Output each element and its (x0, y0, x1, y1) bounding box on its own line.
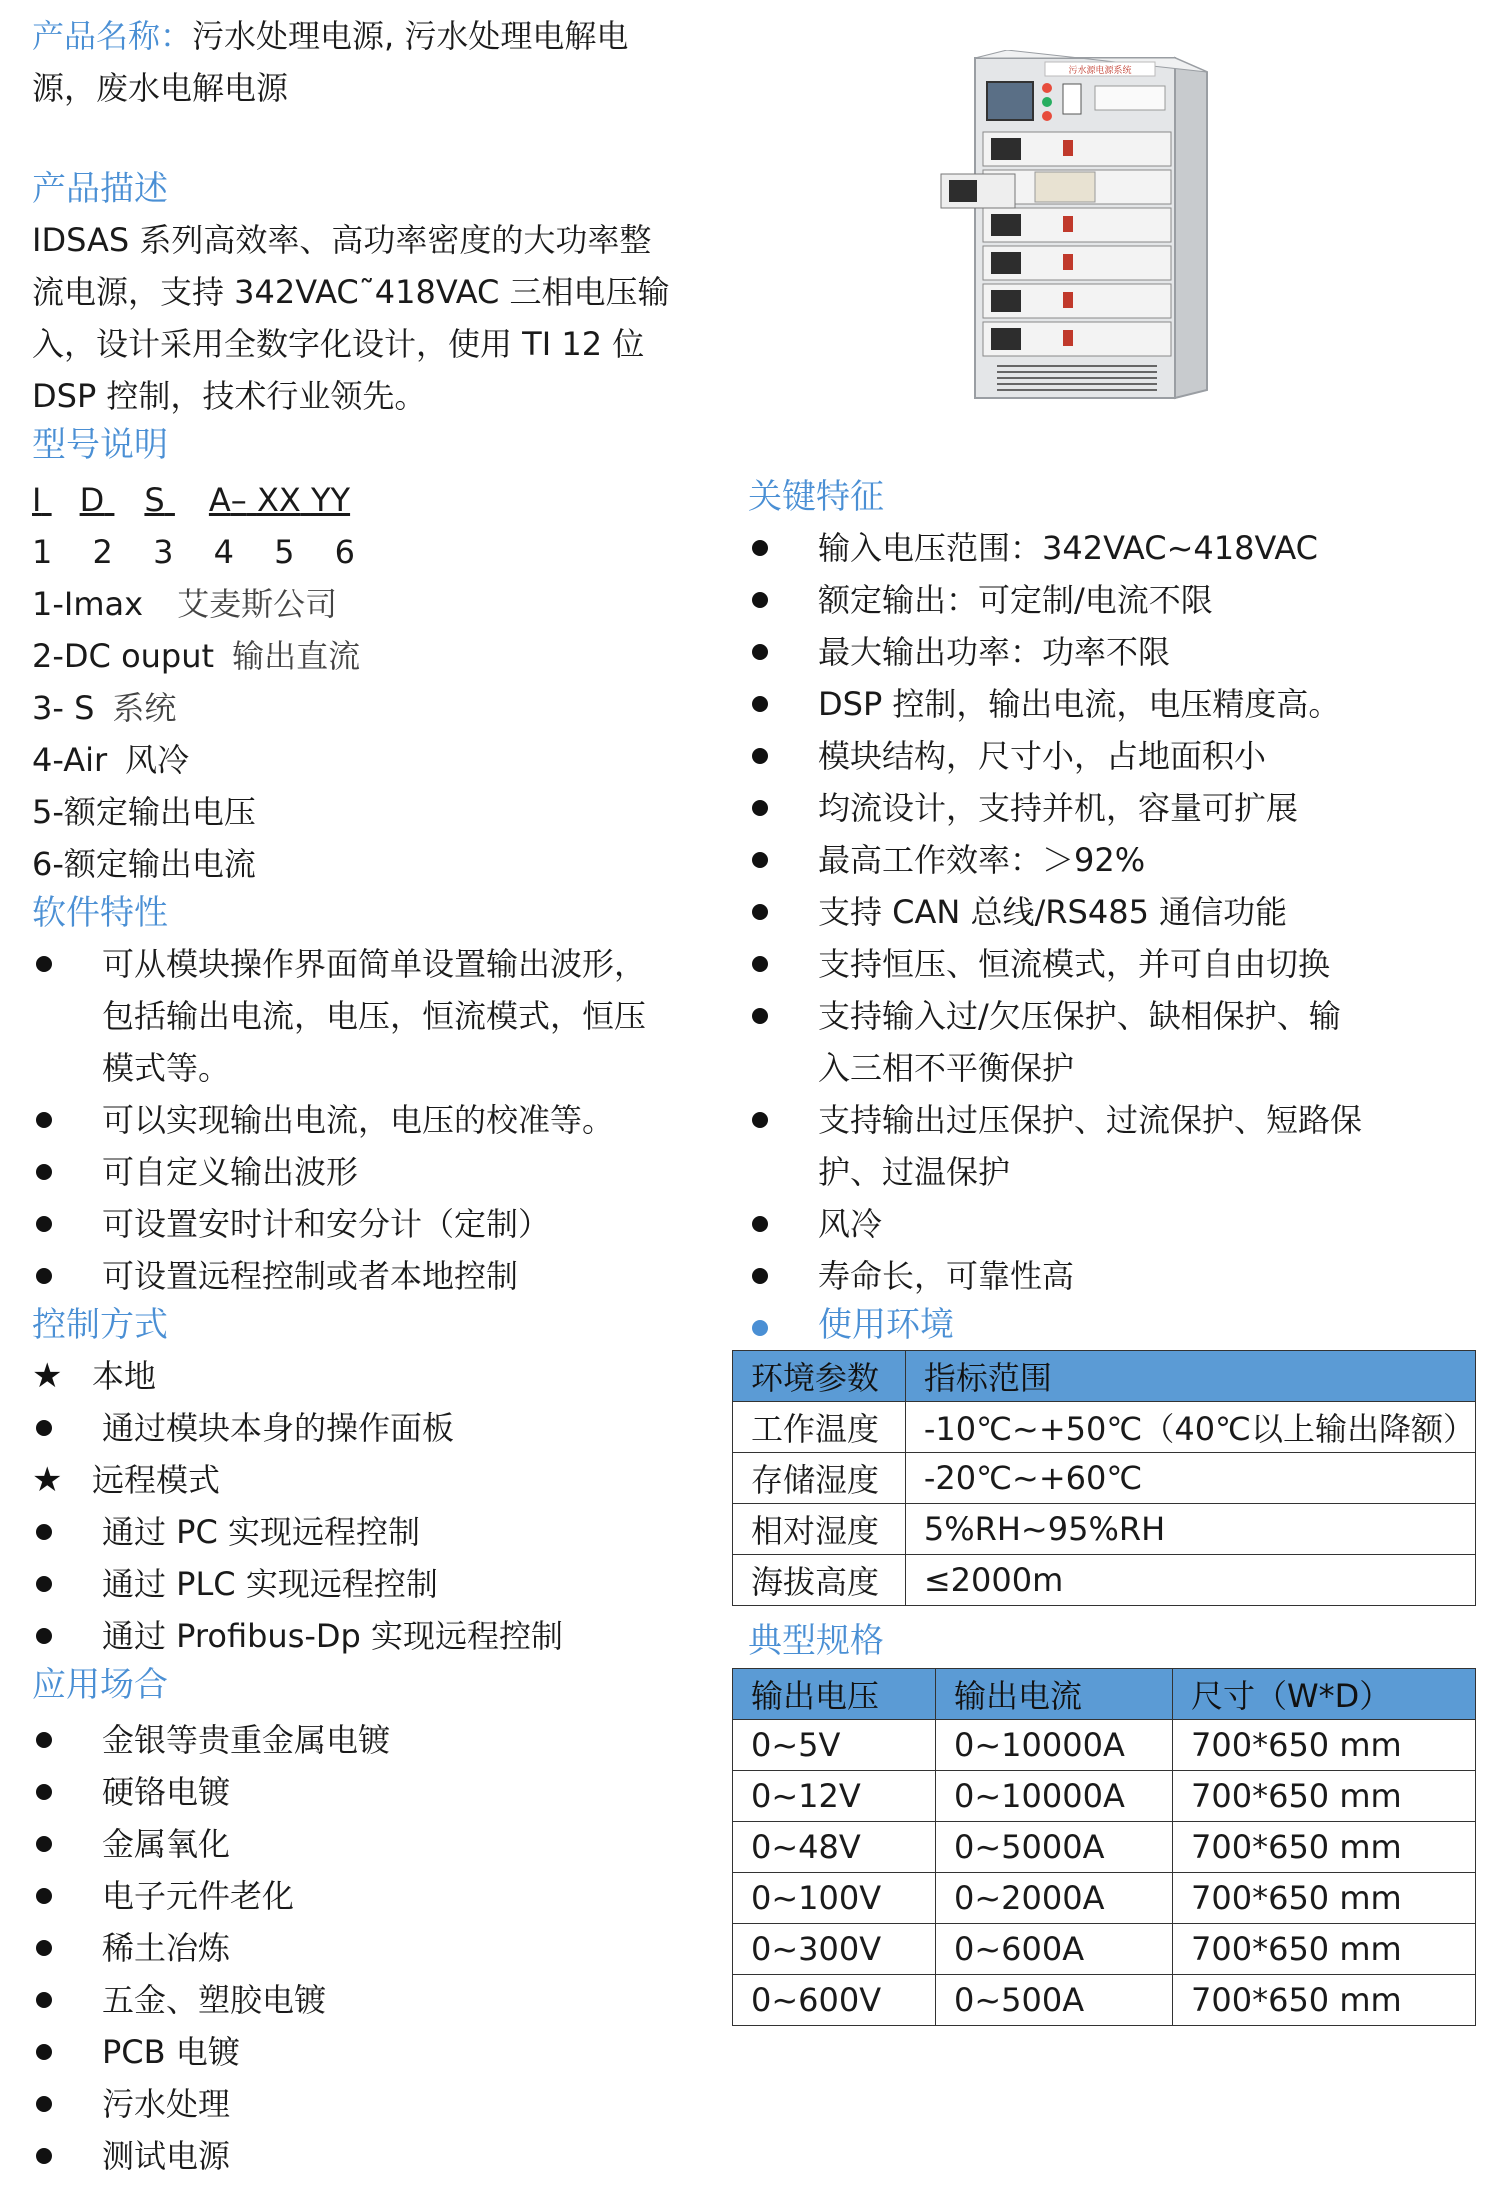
model-item (32, 584, 337, 624)
application-item: 稀土冶炼 (102, 1929, 231, 1967)
model-item-value: 风冷 (125, 741, 190, 779)
bullet-dot (752, 800, 768, 816)
table-row (733, 1453, 1476, 1504)
bullet-dot (752, 1112, 768, 1128)
model-numbers (32, 532, 355, 572)
table-cell: 0~300V (733, 1924, 936, 1975)
model-item: 5-额定输出电压 (32, 793, 256, 831)
feature-item: 输入电压范围：342VAC~418VAC (818, 529, 1319, 567)
bullet-dot (36, 2044, 52, 2060)
bullet-dot (36, 1628, 52, 1644)
description-line: 入，设计采用全数字化设计，使用 TI 12 位 (32, 325, 645, 363)
bullet-dot (752, 1216, 768, 1232)
table-row (733, 1771, 1476, 1822)
model-number: 2 (92, 533, 113, 571)
software-heading: 软件特性 (32, 893, 168, 933)
cabinet-label: 污水源电源系统 (1068, 66, 1132, 76)
description-line: DSP 控制，技术行业领先。 (32, 377, 427, 415)
software-item: 可以实现输出电流，电压的校准等。 (102, 1101, 615, 1139)
bullet-dot (752, 1008, 768, 1024)
table-header-row (733, 1669, 1476, 1720)
bullet-dot (752, 748, 768, 764)
environment-heading: 使用环境 (818, 1305, 954, 1345)
feature-item: DSP 控制，输出电流，电压精度高。 (818, 685, 1341, 723)
model-item-key: 3- S (32, 689, 95, 727)
feature-item: 最大输出功率：功率不限 (818, 633, 1171, 671)
software-item: 可从模块操作界面简单设置输出波形， (102, 945, 647, 983)
table-cell: 700*650 mm (1173, 1771, 1476, 1822)
feature-item: 支持 CAN 总线/RS485 通信功能 (818, 893, 1288, 931)
software-item: 可自定义输出波形 (102, 1153, 359, 1191)
feature-item: 支持输入过/欠压保护、缺相保护、输 (818, 997, 1341, 1035)
application-item: 五金、塑胶电镀 (102, 1981, 327, 2019)
control-local-item: 通过模块本身的操作面板 (102, 1409, 455, 1447)
bullet-dot (752, 644, 768, 660)
product-name-label: 产品名称： (32, 17, 193, 55)
model-code-char: – (230, 481, 247, 519)
bullet-dot (36, 1524, 52, 1540)
application-item: 金银等贵重金属电镀 (102, 1721, 391, 1759)
software-item: 可设置安时计和安分计（定制） (102, 1205, 551, 1243)
description-text (32, 214, 670, 422)
model-item: 6-额定输出电流 (32, 845, 256, 883)
bullet-dot (36, 1216, 52, 1232)
table-cell: 0~10000A (936, 1720, 1173, 1771)
features-heading: 关键特征 (748, 477, 884, 517)
table-cell: 0~5000A (936, 1822, 1173, 1873)
feature-item: 寿命长，可靠性高 (818, 1257, 1075, 1295)
description-line: 流电源，支持 342VAC˜418VAC 三相电压输 (32, 273, 670, 311)
model-number: 6 (334, 533, 356, 571)
model-number: 4 (213, 533, 234, 571)
table-row (733, 1873, 1476, 1924)
software-item: 包括输出电流，电压，恒流模式，恒压 (102, 997, 647, 1035)
table-row (733, 1504, 1476, 1555)
bullet-dot (36, 1992, 52, 2008)
model-item-key: 2-DC ouput (32, 637, 215, 675)
star-icon: ★ (32, 1356, 63, 1396)
model-item (32, 688, 176, 728)
feature-item: 模块结构，尺寸小，占地面积小 (818, 737, 1267, 775)
model-item-value: 输出直流 (232, 637, 361, 675)
feature-item: 支持恒压、恒流模式，并可自由切换 (818, 945, 1331, 983)
software-item: 模式等。 (102, 1049, 231, 1087)
spec-table (732, 1668, 1476, 2026)
table-cell: 5%RH~95%RH (905, 1504, 1475, 1555)
control-heading: 控制方式 (32, 1305, 168, 1345)
table-cell: 工作温度 (733, 1402, 906, 1453)
spec-heading: 典型规格 (748, 1621, 884, 1661)
application-item: 污水处理 (102, 2085, 231, 2123)
table-row (733, 1720, 1476, 1771)
model-item-value: 艾麦斯公司 (177, 585, 338, 623)
feature-item: 支持输出过压保护、过流保护、短路保 (818, 1101, 1363, 1139)
model-item (32, 636, 360, 676)
bullet-dot (36, 1164, 52, 1180)
control-remote: 远程模式 (92, 1461, 221, 1499)
table-cell: 0~2000A (936, 1873, 1173, 1924)
bullet-dot (752, 592, 768, 608)
bullet-dot (36, 1836, 52, 1852)
table-cell: 0~48V (733, 1822, 936, 1873)
power-cabinet-image (935, 50, 1225, 410)
table-cell: 0~600A (936, 1924, 1173, 1975)
model-item (32, 740, 189, 780)
table-cell: 0~10000A (936, 1771, 1173, 1822)
table-row (733, 1402, 1476, 1453)
table-cell: -20℃~+60℃ (905, 1453, 1475, 1504)
table-header-cell: 输出电流 (936, 1669, 1173, 1720)
description-line: IDSAS 系列高效率、高功率密度的大功率整 (32, 221, 652, 259)
product-name-line2: 源，废水电解电源 (32, 69, 289, 107)
bullet-dot (36, 1268, 52, 1284)
control-local: 本地 (92, 1357, 157, 1395)
application-item: 硬铬电镀 (102, 1773, 231, 1811)
table-cell: 0~500A (936, 1975, 1173, 2026)
bullet-dot (36, 1940, 52, 1956)
bullet-dot (36, 956, 52, 972)
table-row (733, 1555, 1476, 1606)
bullet-dot (36, 1420, 52, 1436)
model-item-value: 系统 (112, 689, 177, 727)
feature-item: 风冷 (818, 1205, 883, 1243)
table-cell: 存储湿度 (733, 1453, 906, 1504)
model-heading: 型号说明 (32, 425, 168, 465)
model-code-char: XX (256, 481, 301, 519)
applications-heading: 应用场合 (32, 1665, 168, 1705)
table-cell: 700*650 mm (1173, 1873, 1476, 1924)
software-item: 可设置远程控制或者本地控制 (102, 1257, 519, 1295)
table-cell: 700*650 mm (1173, 1720, 1476, 1771)
model-item-key: 1-Imax (32, 585, 144, 623)
model-code-char: A (208, 481, 231, 519)
model-code-char: YY (310, 481, 351, 519)
bullet-dot (36, 2148, 52, 2164)
control-remote-item: 通过 PLC 实现远程控制 (102, 1565, 438, 1603)
bullet-dot (36, 1784, 52, 1800)
bullet-dot (752, 696, 768, 712)
description-heading: 产品描述 (32, 169, 168, 209)
product-name-line1 (32, 16, 628, 56)
bullet-dot (752, 956, 768, 972)
table-row (733, 1822, 1476, 1873)
table-row (733, 1924, 1476, 1975)
bullet-dot (36, 1112, 52, 1128)
table-cell: ≤2000m (905, 1555, 1475, 1606)
bullet-dot (752, 1268, 768, 1284)
model-number: 5 (274, 533, 295, 571)
table-header-cell: 环境参数 (733, 1351, 906, 1402)
table-cell: 0~100V (733, 1873, 936, 1924)
bullet-dot (752, 852, 768, 868)
table-cell: 0~5V (733, 1720, 936, 1771)
bullet-dot (36, 1576, 52, 1592)
bullet-dot (36, 2096, 52, 2112)
application-item: PCB 电镀 (102, 2033, 240, 2071)
table-header-row (733, 1351, 1476, 1402)
table-cell: 0~12V (733, 1771, 936, 1822)
model-code (32, 480, 350, 520)
feature-item: 最高工作效率：＞92% (818, 841, 1146, 879)
model-code-char: D (79, 481, 105, 519)
table-header-cell: 尺寸（W*D） (1173, 1669, 1476, 1720)
environment-table (732, 1350, 1476, 1606)
bullet-dot (36, 1888, 52, 1904)
bullet-dot (752, 904, 768, 920)
model-code-char: S (144, 481, 165, 519)
table-cell: 海拔高度 (733, 1555, 906, 1606)
table-header-cell: 输出电压 (733, 1669, 936, 1720)
application-item: 测试电源 (102, 2137, 231, 2175)
model-number: 3 (153, 533, 174, 571)
model-code-char: I (32, 481, 42, 519)
bullet-dot (36, 1732, 52, 1748)
table-cell: -10℃~+50℃（40℃以上输出降额） (905, 1402, 1475, 1453)
bullet-dot (752, 540, 768, 556)
table-cell: 700*650 mm (1173, 1924, 1476, 1975)
table-cell: 0~600V (733, 1975, 936, 2026)
table-row (733, 1975, 1476, 2026)
table-cell: 700*650 mm (1173, 1975, 1476, 2026)
product-name-value: 污水处理电源, 污水处理电解电 (192, 17, 629, 55)
model-item-key: 4-Air (32, 741, 108, 779)
application-item: 电子元件老化 (102, 1877, 295, 1915)
model-number: 1 (32, 533, 53, 571)
feature-item: 额定输出：可定制/电流不限 (818, 581, 1213, 619)
control-remote-item: 通过 Profibus-Dp 实现远程控制 (102, 1617, 564, 1655)
application-item: 金属氧化 (102, 1825, 231, 1863)
control-remote-item: 通过 PC 实现远程控制 (102, 1513, 420, 1551)
bullet-dot (752, 1320, 768, 1336)
star-icon: ★ (32, 1460, 63, 1500)
table-cell: 700*650 mm (1173, 1822, 1476, 1873)
table-header-cell: 指标范围 (905, 1351, 1475, 1402)
feature-item: 护、过温保护 (818, 1153, 1011, 1191)
feature-item: 均流设计，支持并机，容量可扩展 (818, 789, 1299, 827)
feature-item: 入三相不平衡保护 (818, 1049, 1075, 1087)
table-cell: 相对湿度 (733, 1504, 906, 1555)
